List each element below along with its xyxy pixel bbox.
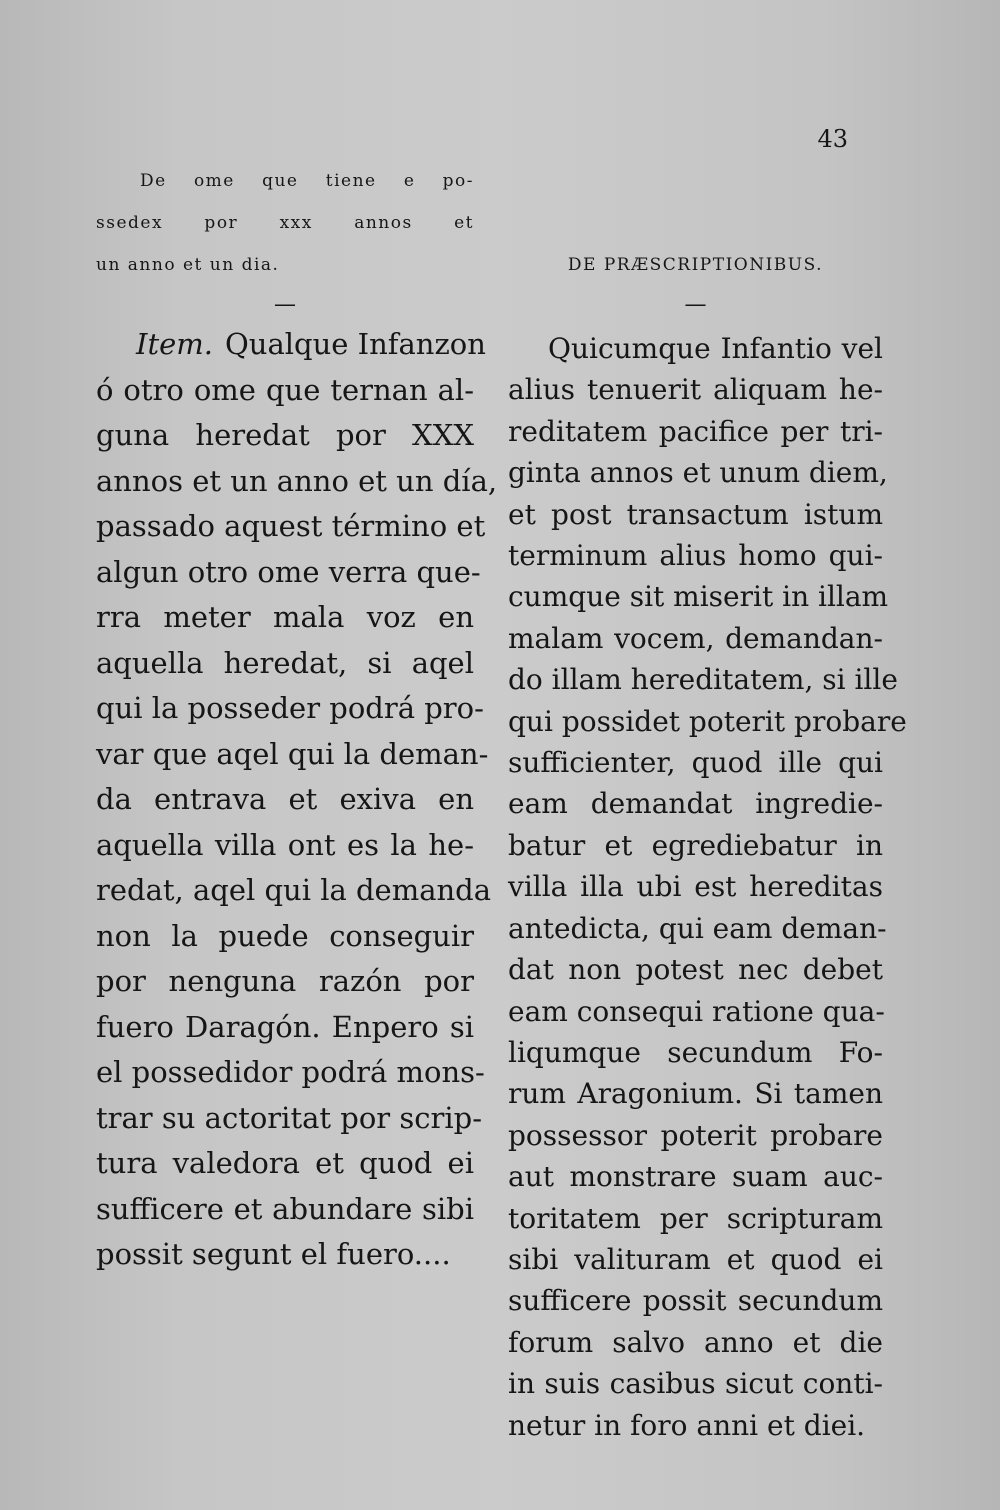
text-line: terminum alius homo qui- (508, 539, 883, 573)
text-line: batur et egrediebatur in (508, 828, 883, 862)
text-line: villa illa ubi est hereditas (508, 870, 883, 904)
heading-line: De ome que tiene e po- (140, 171, 474, 191)
section-divider: — (684, 292, 707, 317)
text-line: non la puede conseguir (96, 918, 474, 953)
text-line: aquella villa ont es la he- (96, 827, 474, 862)
text-line: netur in foro anni et diei. (508, 1408, 866, 1442)
text-line: trar su actoritat por scrip- (96, 1100, 482, 1135)
text-line: antedicta, qui eam deman- (508, 911, 887, 945)
text-line: liqumque secundum Fo- (508, 1035, 883, 1069)
heading-line: un anno et un dia. (96, 255, 280, 275)
heading-line: ssedex por xxx annos et (96, 213, 474, 233)
text-line: algun otro ome verra que- (96, 554, 481, 589)
text-line: redat, aqel qui la demanda (96, 873, 492, 907)
text-line: rum Aragonium. Si tamen (508, 1077, 883, 1111)
text-line: Quicumque Infantio vel (548, 332, 883, 365)
text-line: fuero Daragón. Enpero si (96, 1009, 474, 1044)
section-divider: — (274, 292, 296, 317)
text-line: malam vocem, demandan- (508, 621, 883, 655)
text-line: rra meter mala voz en (96, 600, 474, 634)
text-line: sufficienter, quod ille qui (508, 746, 883, 780)
spanish-body (96, 322, 498, 1278)
text-line: cumque sit miserit in illam (508, 580, 889, 614)
text-line: da entrava et exiva en (96, 782, 474, 816)
page-number: 43 (817, 125, 848, 153)
text-line: passado aquest término et (96, 509, 486, 543)
spanish-heading (96, 160, 474, 286)
text-line: el possedidor podrá mons- (96, 1055, 485, 1089)
latin-body (508, 328, 907, 1446)
text-line: forum salvo anno et die (508, 1325, 883, 1359)
text-line: possit segunt el fuero.... (96, 1237, 451, 1271)
text-line: annos et un anno et un día, (96, 463, 498, 498)
text-line: sibi valituram et quod ei (508, 1242, 883, 1276)
text-line: in suis casibus sicut conti- (508, 1367, 883, 1401)
text-line: ó otro ome que ternan al- (96, 372, 474, 407)
text-line: possessor poterit probare (508, 1118, 883, 1152)
text-line: sufficere possit secundum (508, 1284, 883, 1318)
text-line: eam consequi ratione qua- (508, 994, 885, 1028)
text-line: eam demandat ingredie- (508, 787, 883, 821)
text-line: qui la posseder podrá pro- (96, 691, 484, 725)
text-line: qui possidet poterit probare (508, 704, 907, 738)
text-line: guna heredat por XXX (96, 418, 474, 452)
text-line: aut monstrare suam auc- (508, 1160, 883, 1194)
text-line: aquella heredat, si aqel (96, 645, 474, 680)
text-line: sufficere et abundare sibi (96, 1191, 474, 1226)
item-word: Item. (136, 327, 213, 361)
text-line: et post transactum istum (508, 497, 883, 531)
text-line (96, 322, 486, 368)
text-line: tura valedora et quod ei (96, 1146, 474, 1180)
latin-heading: DE PRÆSCRIPTIONIBUS. (567, 255, 824, 275)
text-line: alius tenuerit aliquam he- (508, 373, 883, 407)
text-line-content: Qualque Infanzon (225, 327, 486, 361)
text-line: dat non potest nec debet (508, 953, 883, 987)
text-line: ginta annos et unum diem, (508, 456, 888, 490)
text-line: reditatem pacifice per tri- (508, 414, 883, 448)
text-line: do illam hereditatem, si ille (508, 663, 898, 697)
text-line: var que aqel qui la deman- (96, 736, 489, 771)
text-line: por nenguna razón por (96, 964, 474, 998)
text-line: toritatem per scripturam (508, 1201, 883, 1235)
